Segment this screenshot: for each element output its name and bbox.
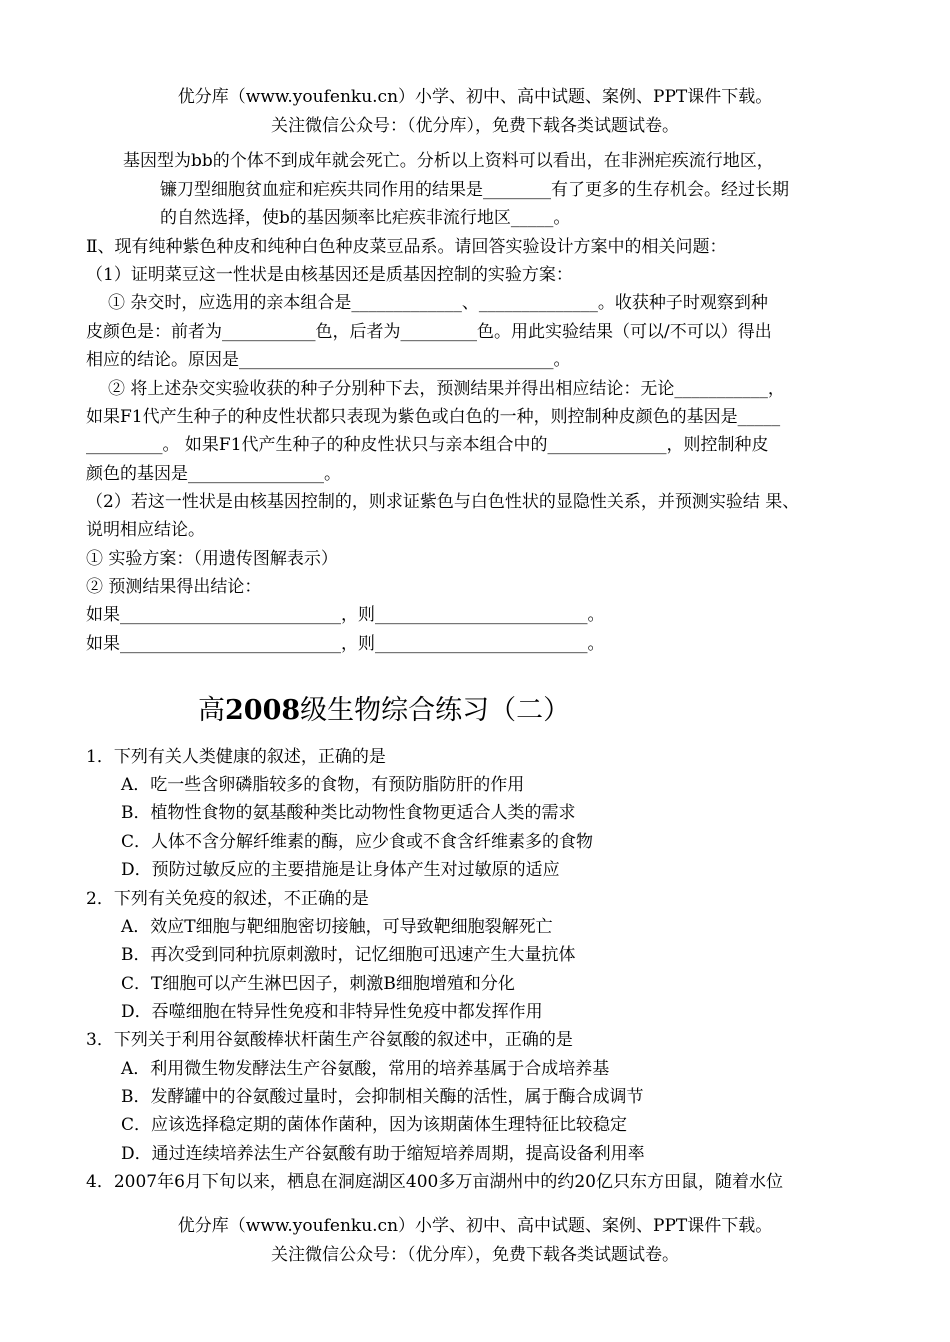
- question-3-option-d: D．通过连续培养法生产谷氨酸有助于缩短培养周期，提高设备利用率: [121, 1144, 645, 1164]
- section-title: 高2008级生物综合练习（二）: [198, 695, 571, 726]
- part2-q2a: （2）若这一性状是由核基因控制的，则求证紫色与白色性状的显隐性关系，并预测实验结 果、: [86, 492, 800, 512]
- header-line-2: 关注微信公众号：（优分库），免费下载各类试题试卷。: [271, 116, 679, 136]
- part2-s2d: 颜色的基因是________________。: [86, 464, 341, 484]
- part2-if-1: 如果__________________________，则_________________________。: [86, 605, 605, 625]
- question-2-option-d: D．吞噬细胞在特异性免疫和非特异性免疫中都发挥作用: [121, 1002, 543, 1022]
- part2-heading: Ⅱ、现有纯种紫色种皮和纯种白色种皮菜豆品系。请回答实验设计方案中的相关问题：: [86, 237, 727, 257]
- part2-if-2: 如果__________________________，则_________________________。: [86, 634, 605, 654]
- question-2-option-b: B．再次受到同种抗原刺激时，记忆细胞可迅速产生大量抗体: [121, 945, 576, 965]
- part2-s1b: 皮颜色是：前者为___________色，后者为_________色。用此实验结果（可以/不可以）得出: [86, 322, 772, 342]
- intro-line-2: 镰刀型细胞贫血症和疟疾共同作用的结果是________有了更多的生存机会。经过长期: [160, 180, 789, 200]
- question-2-option-c: C．T细胞可以产生淋巴因子，刺激B细胞增殖和分化: [121, 974, 515, 994]
- question-3-option-c: C．应该选择稳定期的菌体作菌种，因为该期菌体生理特征比较稳定: [121, 1115, 628, 1135]
- part2-s2a: ② 将上述杂交实验收获的种子分别种下去，预测结果并得出相应结论：无论___________，: [108, 379, 785, 399]
- question-1-option-b: B．植物性食物的氨基酸种类比动物性食物更适合人类的需求: [121, 803, 576, 823]
- part2-s2b: 如果F1代产生种子的种皮性状都只表现为紫色或白色的一种，则控制种皮颜色的基因是_____: [86, 407, 781, 427]
- question-1-stem: 1．下列有关人类健康的叙述，正确的是: [86, 747, 386, 767]
- part2-q1: （1）证明菜豆这一性状是由核基因还是质基因控制的实验方案：: [86, 265, 573, 285]
- part2-s1c: 相应的结论。原因是_____________________________________。: [86, 350, 571, 370]
- part2-q2b: 说明相应结论。: [86, 520, 205, 540]
- question-3-option-b: B．发酵罐中的谷氨酸过量时，会抑制相关酶的活性，属于酶合成调节: [121, 1087, 644, 1107]
- part2-s1a: ① 杂交时，应选用的亲本组合是_____________、______________。收获种子时观察到种: [108, 293, 768, 313]
- question-3-option-a: A．利用微生物发酵法生产谷氨酸，常用的培养基属于合成培养基: [121, 1059, 610, 1079]
- part2-plan: ① 实验方案：（用遗传图解表示）: [86, 549, 338, 569]
- part2-predict: ② 预测结果得出结论：: [86, 577, 262, 597]
- header-line-1: 优分库（www.youfenku.cn）小学、初中、高中试题、案例、PPT课件下载。: [177, 87, 773, 107]
- question-2-option-a: A．效应T细胞与靶细胞密切接触，可导致靶细胞裂解死亡: [121, 917, 553, 937]
- question-4-stem: 4．2007年6月下旬以来，栖息在洞庭湖区400多万亩湖州中的约20亿只东方田鼠，随着水位: [86, 1172, 783, 1192]
- footer-line-2: 关注微信公众号：（优分库），免费下载各类试题试卷。: [271, 1245, 679, 1265]
- question-3-stem: 3．下列关于利用谷氨酸棒状杆菌生产谷氨酸的叙述中，正确的是: [86, 1030, 573, 1050]
- intro-line-3: 的自然选择，使b的基因频率比疟疾非流行地区_____。: [160, 208, 571, 228]
- question-1-option-d: D．预防过敏反应的主要措施是让身体产生对过敏原的适应: [121, 860, 560, 880]
- question-1-option-c: C．人体不含分解纤维素的酶，应少食或不食含纤维素多的食物: [121, 832, 594, 852]
- footer-line-1: 优分库（www.youfenku.cn）小学、初中、高中试题、案例、PPT课件下载。: [177, 1216, 773, 1236]
- part2-s2c: _________。 如果F1代产生种子的种皮性状只与亲本组合中的______________，则控制种皮: [86, 435, 769, 455]
- question-1-option-a: A．吃一些含卵磷脂较多的食物，有预防脂防肝的作用: [121, 775, 525, 795]
- question-2-stem: 2．下列有关免疫的叙述，不正确的是: [86, 889, 369, 909]
- intro-line-1: 基因型为bb的个体不到成年就会死亡。分析以上资料可以看出，在非洲疟疾流行地区，: [123, 151, 774, 171]
